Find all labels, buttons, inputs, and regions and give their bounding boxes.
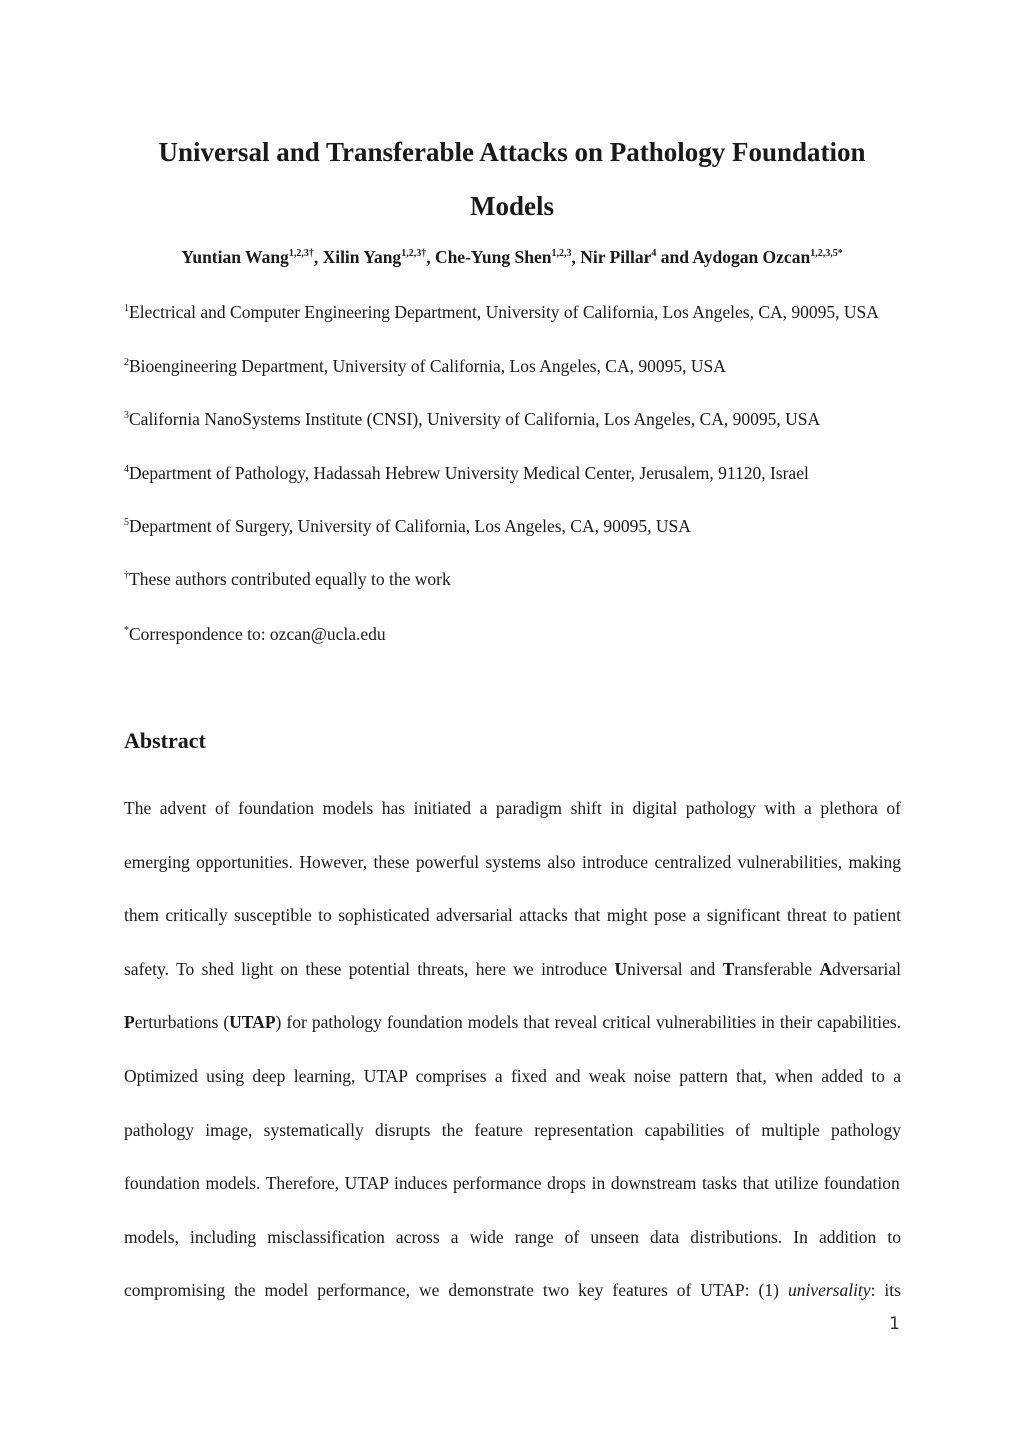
affiliation-mark: 5 bbox=[124, 517, 129, 528]
abstract-text-segment: T bbox=[722, 958, 735, 979]
abstract-line bbox=[124, 943, 901, 997]
abstract-text-segment: dversarial bbox=[832, 958, 902, 979]
author-affiliation-marks: 1,2,3 bbox=[551, 248, 572, 259]
affiliation-text: Department of Surgery, University of California, Los Angeles, CA, 90095, USA bbox=[129, 516, 691, 536]
abstract-text-segment: : its bbox=[870, 1280, 901, 1301]
abstract-line bbox=[124, 1211, 901, 1265]
abstract-line bbox=[124, 996, 901, 1050]
abstract-text-segment: erturbations ( bbox=[134, 1012, 230, 1033]
paper-title-line-1: Universal and Transferable Attacks on Pathology Foundation bbox=[158, 137, 866, 167]
affiliation-text: Electrical and Computer Engineering Department, University of California, Los Angeles, CA, 90095, USA bbox=[129, 302, 879, 322]
abstract-text-segment: foundation models. Therefore, UTAP induces performance drops in downstream tasks that utilize foundation bbox=[124, 1173, 900, 1194]
affiliation-text: These authors contributed equally to the work bbox=[129, 569, 451, 589]
abstract-text-segment: P bbox=[124, 1012, 135, 1033]
abstract-text-segment: ransferable bbox=[734, 958, 820, 979]
author-affiliation-marks: 1,2,3† bbox=[401, 248, 427, 259]
abstract-line bbox=[124, 836, 901, 890]
author-name: Nir Pillar bbox=[580, 247, 652, 267]
affiliation-mark: † bbox=[124, 570, 129, 581]
abstract-line bbox=[124, 1157, 901, 1211]
paper-title-line-2: Models bbox=[470, 191, 554, 221]
abstract-line bbox=[124, 1264, 901, 1318]
affiliation-line bbox=[124, 621, 924, 647]
abstract-text-segment: ) for pathology foundation models that reveal critical vulnerabilities in their capabilities. bbox=[275, 1012, 902, 1033]
affiliation-line bbox=[124, 299, 924, 325]
page-number: 1 bbox=[889, 1314, 900, 1334]
author-affiliation-marks: 1,2,3,5* bbox=[810, 248, 843, 259]
affiliation-text: Correspondence to: ozcan@ucla.edu bbox=[129, 624, 386, 644]
affiliation-mark: 2 bbox=[124, 357, 129, 368]
affiliation-line bbox=[124, 460, 924, 486]
affiliation-line bbox=[124, 406, 924, 432]
abstract-text-segment: Optimized using deep learning, UTAP comprises a fixed and weak noise pattern that, when added to a bbox=[124, 1065, 901, 1086]
affiliation-line bbox=[124, 353, 924, 379]
author-separator: , bbox=[571, 247, 581, 267]
abstract-line bbox=[124, 1104, 901, 1158]
abstract-text-segment: emerging opportunities. However, these powerful systems also introduce centralized vulnerabilities, making bbox=[124, 851, 902, 872]
abstract-body bbox=[124, 782, 901, 1318]
abstract-text-segment: universality bbox=[787, 1280, 871, 1301]
affiliation-mark: * bbox=[124, 625, 129, 636]
abstract-text-segment: pathology image, systematically disrupts the feature representation capabilities of multiple pathology bbox=[124, 1119, 901, 1140]
affiliation-mark: 4 bbox=[124, 464, 129, 475]
abstract-text-segment: The advent of foundation models has initiated a paradigm shift in digital pathology with a plethora of bbox=[124, 798, 901, 818]
abstract-text-segment: niversal and bbox=[627, 958, 723, 979]
author-name: Yuntian Wang bbox=[181, 247, 289, 267]
author-affiliation-marks: 4 bbox=[651, 248, 657, 259]
abstract-text-segment: A bbox=[819, 958, 833, 979]
author-affiliation-marks: 1,2,3† bbox=[288, 248, 314, 259]
author-name: Xilin Yang bbox=[322, 247, 402, 267]
author-separator: and bbox=[656, 247, 693, 267]
affiliation-line bbox=[124, 513, 924, 539]
author-name: Che-Yung Shen bbox=[434, 247, 552, 267]
affiliation-line bbox=[124, 566, 924, 592]
abstract-text-segment: models, including misclassification across a wide range of unseen data distributions. In addition to bbox=[124, 1226, 902, 1247]
affiliation-text: California NanoSystems Institute (CNSI), University of California, Los Angeles, CA, 90095, USA bbox=[129, 409, 821, 429]
abstract-text-segment: them critically susceptible to sophisticated adversarial attacks that might pose a significant threat to patient bbox=[124, 905, 901, 926]
affiliation-text: Bioengineering Department, University of California, Los Angeles, CA, 90095, USA bbox=[129, 356, 726, 376]
abstract-line bbox=[124, 889, 901, 943]
affiliation-text: Department of Pathology, Hadassah Hebrew University Medical Center, Jerusalem, 91120, Israel bbox=[129, 463, 809, 483]
abstract-heading: Abstract bbox=[124, 728, 206, 753]
author-list bbox=[124, 244, 900, 270]
author-separator: , bbox=[313, 247, 323, 267]
paper-title bbox=[124, 125, 900, 233]
affiliation-mark: 3 bbox=[124, 410, 129, 421]
abstract-line bbox=[124, 1050, 901, 1104]
abstract-text-segment: compromising the model performance, we demonstrate two key features of UTAP: (1) bbox=[124, 1280, 788, 1301]
affiliation-mark: 1 bbox=[124, 303, 129, 314]
abstract-text-segment: UTAP bbox=[229, 1012, 276, 1033]
author-separator: , bbox=[426, 247, 435, 267]
abstract-line bbox=[124, 782, 901, 836]
abstract-text-segment: safety. To shed light on these potential threats, here we introduce bbox=[124, 958, 615, 979]
abstract-text-segment: U bbox=[614, 958, 628, 979]
author-name: Aydogan Ozcan bbox=[692, 247, 811, 267]
